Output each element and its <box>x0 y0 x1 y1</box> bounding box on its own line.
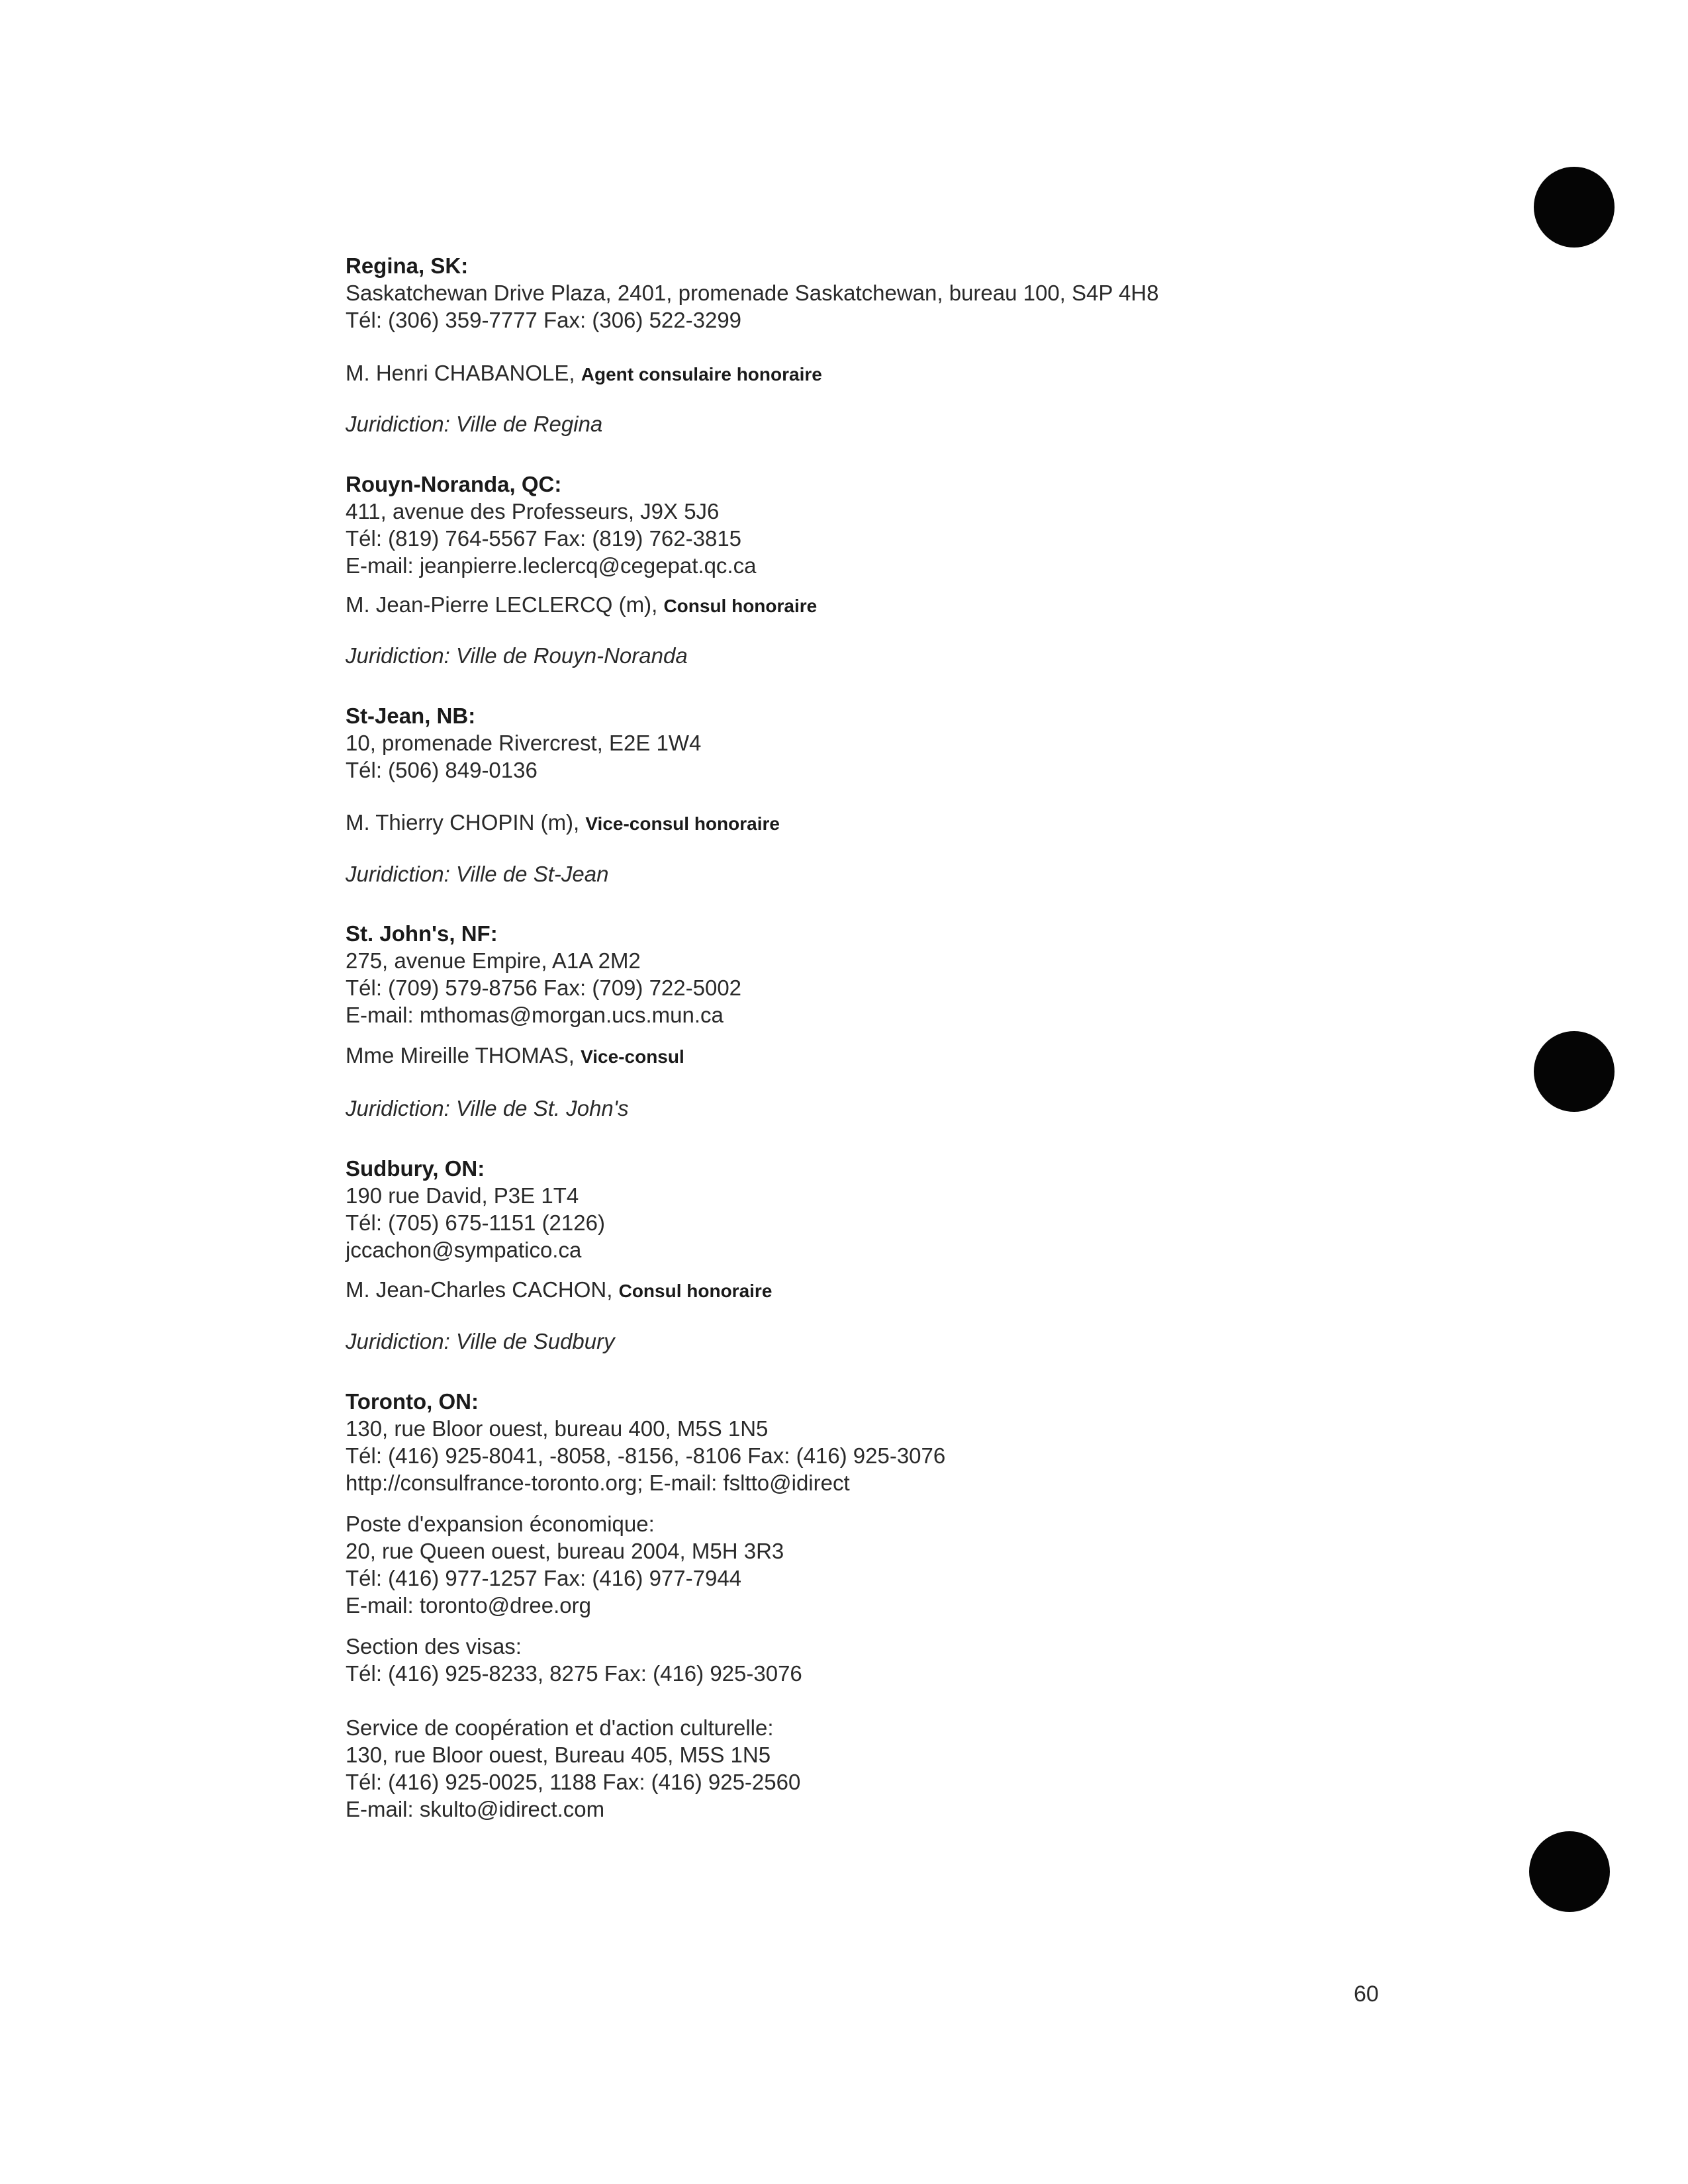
phone-line: Tél: (506) 849-0136 <box>346 758 538 782</box>
address-line: 10, promenade Rivercrest, E2E 1W4 <box>346 731 702 755</box>
jurisdiction: Juridiction: Ville de Rouyn-Noranda <box>346 643 688 668</box>
entry-regina <box>346 252 1159 334</box>
person-name: Mme Mireille THOMAS, <box>346 1043 581 1068</box>
web-email-line: http://consulfrance-toronto.org; E-mail: fsltto@idirect <box>346 1471 850 1495</box>
email-line: E-mail: skulto@idirect.com <box>346 1797 605 1821</box>
entry-heading: Rouyn-Noranda, QC: <box>346 472 562 496</box>
jurisdiction: Juridiction: Ville de Sudbury <box>346 1329 615 1353</box>
person-name: M. Jean-Pierre LECLERCQ (m), <box>346 592 664 617</box>
phone-line: Tél: (416) 977-1257 Fax: (416) 977-7944 <box>346 1566 742 1590</box>
entry-sudbury <box>346 1155 605 1263</box>
person-line <box>346 1042 684 1070</box>
person-title: Consul honoraire <box>618 1281 773 1301</box>
entry-heading: Regina, SK: <box>346 253 469 278</box>
entry-rouyn-noranda <box>346 471 756 579</box>
block-heading: Poste d'expansion économique: <box>346 1512 655 1536</box>
person-title: Vice-consul <box>581 1046 684 1067</box>
entry-heading: Toronto, ON: <box>346 1389 479 1414</box>
entry-st-johns <box>346 920 741 1028</box>
binder-hole <box>1529 1831 1610 1912</box>
phone-line: Tél: (306) 359-7777 Fax: (306) 522-3299 <box>346 308 742 332</box>
person-name: M. Henri CHABANOLE, <box>346 361 581 385</box>
address-line: 130, rue Bloor ouest, bureau 400, M5S 1N5 <box>346 1416 769 1441</box>
block-heading: Service de coopération et d'action culturelle: <box>346 1715 774 1740</box>
address-line: 130, rue Bloor ouest, Bureau 405, M5S 1N5 <box>346 1743 771 1767</box>
person-title: Agent consulaire honoraire <box>581 364 822 385</box>
email-line: E-mail: toronto@dree.org <box>346 1593 591 1617</box>
phone-line: Tél: (416) 925-8041, -8058, -8156, -8106 Fax: (416) 925-3076 <box>346 1443 946 1468</box>
binder-hole <box>1534 1031 1615 1112</box>
phone-line: Tél: (705) 675-1151 (2126) <box>346 1210 605 1235</box>
address-line: 411, avenue des Professeurs, J9X 5J6 <box>346 499 720 523</box>
person-title: Vice-consul honoraire <box>585 813 780 834</box>
entry-heading: Sudbury, ON: <box>346 1156 485 1181</box>
entry-heading: St-Jean, NB: <box>346 704 476 728</box>
person-line <box>346 1276 772 1304</box>
address-line: 20, rue Queen ouest, bureau 2004, M5H 3R3 <box>346 1539 784 1563</box>
block-heading: Section des visas: <box>346 1634 522 1659</box>
phone-line: Tél: (819) 764-5567 Fax: (819) 762-3815 <box>346 526 742 551</box>
address-line: Saskatchewan Drive Plaza, 2401, promenade Saskatchewan, bureau 100, S4P 4H8 <box>346 281 1159 305</box>
phone-line: Tél: (416) 925-8233, 8275 Fax: (416) 925-3076 <box>346 1661 802 1686</box>
entry-toronto <box>346 1388 945 1496</box>
culture-block <box>346 1714 800 1823</box>
visas-block <box>346 1633 802 1687</box>
entry-st-jean <box>346 702 701 784</box>
expansion-block <box>346 1510 784 1619</box>
email-line: jccachon@sympatico.ca <box>346 1238 582 1262</box>
address-line: 190 rue David, P3E 1T4 <box>346 1183 579 1208</box>
person-line <box>346 591 817 619</box>
jurisdiction: Juridiction: Ville de St-Jean <box>346 862 609 886</box>
jurisdiction: Juridiction: Ville de St. John's <box>346 1096 629 1120</box>
person-line <box>346 359 822 388</box>
binder-hole <box>1534 167 1615 248</box>
phone-line: Tél: (709) 579-8756 Fax: (709) 722-5002 <box>346 976 742 1000</box>
person-name: M. Jean-Charles CACHON, <box>346 1277 619 1302</box>
email-line: E-mail: jeanpierre.leclercq@cegepat.qc.ca <box>346 553 757 578</box>
person-name: M. Thierry CHOPIN (m), <box>346 810 586 835</box>
jurisdiction: Juridiction: Ville de Regina <box>346 412 603 436</box>
person-title: Consul honoraire <box>663 596 818 616</box>
phone-line: Tél: (416) 925-0025, 1188 Fax: (416) 925-2560 <box>346 1770 801 1794</box>
person-line <box>346 809 780 837</box>
email-line: E-mail: mthomas@morgan.ucs.mun.ca <box>346 1003 724 1027</box>
page-number: 60 <box>1354 1981 1379 2007</box>
entry-heading: St. John's, NF: <box>346 921 498 946</box>
address-line: 275, avenue Empire, A1A 2M2 <box>346 948 641 973</box>
